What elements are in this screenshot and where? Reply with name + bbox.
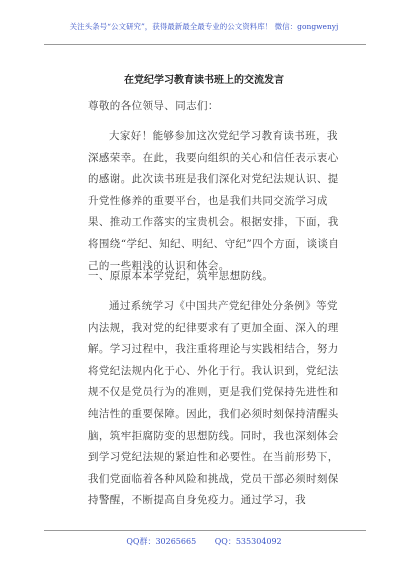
footer-qq-group: QQ群：30265665 xyxy=(126,537,197,546)
section-heading: 一、原原本本学党纪，筑牢思想防线。 xyxy=(88,270,274,282)
paragraph-text: 大家好！能够参加这次党纪学习教育读书班，我深感荣幸。在此，我要向组织的关心和信任表示衷心的感谢。此次读书班是我们深化对党纪法规认识、提升党性修养的重要平台，也是我们共同交流学习成果、推动工作落实的宝贵机会。根据安排，下面，我将围绕“学纪、知纪、明纪、守纪”四个方面，谈谈自己的一些粗浅的认识和体会。 xyxy=(88,130,340,272)
header-banner: 关注头条号“公文研究”，获得最新最全最专业的公文资料库！ 微信：gongwenyj xyxy=(69,22,339,31)
footer-divider xyxy=(44,530,366,531)
salutation: 尊敬的各位领导、同志们： xyxy=(88,100,219,112)
document-title: 在党纪学习教育读书班上的交流发言 xyxy=(124,75,284,86)
footer-qq: QQ：535304092 xyxy=(214,537,282,546)
paragraph-intro xyxy=(88,126,346,277)
footer xyxy=(0,536,408,548)
paragraph-text: 通过系统学习《中国共产党纪律处分条例》等党内法规，我对党的纪律要求有了更加全面、深入的理解。学习过程中，我注重将理论与实践相结合，努力将党纪法规内化于心、外化于行。我认识到，党纪法规不仅是党员行为的准则，更是我们党保持先进性和纯洁性的重要保障。因此，我们必须时刻保持清醒头脑，筑牢拒腐防变的思想防线。同时，我也深刻体会到学习党纪法规的紧迫性和必要性。在当前形势下，我们党面临着各种风险和挑战，党员干部必须时刻保持警醒，不断提高自身免疫力。通过学习，我 xyxy=(88,300,339,507)
paragraph-section-1 xyxy=(88,296,346,512)
header-divider xyxy=(44,44,366,45)
